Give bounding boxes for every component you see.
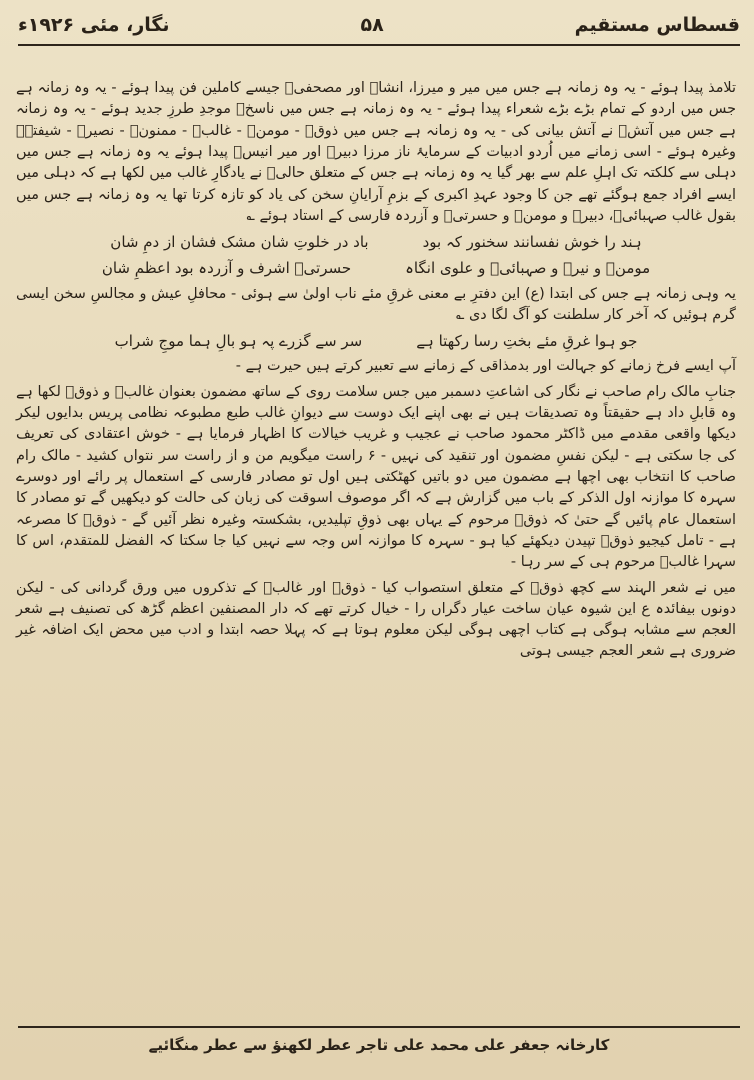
- verse-line: ہند را خوش نفسانند سخنور کہ بود: [422, 233, 642, 252]
- verse-line: باد در خلوتِ شان مشک فشان از دمِ شان: [110, 233, 369, 252]
- verse-line: مومنؔ و نیرؔ و صہبائیؔ و علوی انگاہ: [405, 259, 651, 278]
- paragraph: آپ ایسے فرخ زمانے کو جہالت اور بدمذاقی کے زمانے سے تعبیر کرتے ہیں حیرت ہے -: [235, 358, 736, 375]
- footer-rule: [18, 1026, 740, 1028]
- article-body: [16, 78, 736, 1002]
- header-section-title: قسطاس مستقیم: [574, 14, 740, 36]
- paragraph: جنابِ مالک رام صاحب نے نگار کی اشاعتِ دسمبر میں جس سلامت روی کے ساتھ مضمون بعنوان غالبؔ و ذوقؔ لکھا ہے وہ قابلِ داد ہے حقیقتاً وہ تصدیقات ہیں نے بھی اپنے ایک دوست سے دیوانِ غالب طبع مطبوعہ نظامی پریس بدایوں لیکر دیکھا واقعی مقدمے میں ڈاکٹر محمود صاحب نے عجیب و غریب خیالات کا اظہار فرمایا ہے - خوش اعتقادی کی تعریف کی جا سکتی ہے - لیکن نفسِ مضمون اور تنقید کی نہیں - ۶ راست میگویم من و از راست سر نتواں کشید - مالک رام صاحب کا انتخاب بھی اچھا ہے مضمون میں دو باتیں کھٹکتی ہیں اول تو مصادر فارسی کے استعمال پر رائے اور دوسرے سہرہ کا موازنہ اول الذکر کے باب میں گزارش ہے کہ اگر موصوف اسوقت کی زبان کی حالت کو دیکھیں گے تو مصادر کا استعمال عام پائیں گے حتیٰ کہ ذوقؔ مرحوم کے یہاں بھی ذوقِ تپلیدیں، بشکستہ وغیرہ نظر آئیں گے - ذوقؔ کا مصرعہ ہے - تامل کیجیو ذوقؔ تپیدن دیکھئے کیا ہو - سہرہ کا موازنہ اس وجہ سے نہیں کیا جا سکتا کہ الفضل للمتقدم، اس کا سہرا غالبؔ مرحوم ہی کے سر رہا -: [16, 383, 736, 571]
- page-number: ۵۸: [360, 14, 384, 36]
- verse-line: حسرتیؔ اشرف و آزردہ بود اعظمِ شان: [101, 259, 352, 278]
- couplet-row: [16, 231, 736, 253]
- page-header: [18, 8, 740, 42]
- header-journal-issue: نگار، مئی ۱۹۲۶ء: [18, 14, 170, 36]
- couplet-row: [16, 257, 736, 279]
- footer-advertisement: کارخانہ جعفر علی محمد علی تاجر عطر لکھنؤ سے عطر منگائیے: [148, 1036, 610, 1054]
- paragraph: میں نے شعر الہند سے کچھ ذوقؔ کے متعلق استصواب کیا - ذوقؔ اور غالبؔ کے تذکروں میں ورق گردانی کی - لیکن دونوں بیفائدہ ع این شیوہ عیان ساخت عیار دگراں را - خیال کرتے تھے کہ دار المصنفین اعظم گڑھ کی تصنیف ہے شعر العجم سے مشابہ ہوگی ہے کتاب اچھی ہوگی لیکن معلوم ہوتا ہے کہ پہلا حصہ ابتدا و ادب میں محض ایک اضافہ غیر ضروری ہے شعر العجم جیسی ہوتی: [16, 579, 736, 660]
- header-rule: [18, 44, 740, 46]
- paragraph: تلامذ پیدا ہوئے - یہ وہ زمانہ ہے جس میں میر و میرزا، انشاؔ اور مصحفیؔ جیسے کاملین فن پیدا ہوئے - یہ وہ زمانہ ہے جس میں اردو کے تمام بڑے بڑے شعراء پیدا ہوئے - یہ وہ زمانہ ہے جس میں ناسخؔ موجدِ طرزِ جدید ہوئے - یہ وہ زمانہ ہے جس میں آتشؔ نے آتش بیانی کی - یہ وہ زمانہ ہے جس میں ذوقؔ - مومنؔ - غالبؔ - ممنونؔ - نصیرؔ - شیفتہؔ وغیرہ ہوئے - اسی زمانے میں اُردو ادبیات کے سرمایۂ ناز مرزا دبیرؔ اور میر انیسؔ پیدا ہوئے یہ وہ زمانہ ہے جس میں دہلی سے کلکتہ تک اہلِ علم سے بھر گیا یہ وہ زمانہ ہے جس کے متعلق حالیؔ نے یادگارِ غالب میں لکھا ہے کہ دہلی میں ایسے افراد جمع ہوگئے تھے جن کا وجود عہدِ اکبری کے بزمِ آرایانِ سخن کی یاد کو تازہ کرتا تھا یہ وہ زمانہ ہے جس میں بقول غالب صہبائیؔ، دبیرؔ و مومنؔ و حسرتیؔ و آزردہ فارسی کے استاد ہوئے ؎: [16, 80, 736, 224]
- verse-line: سر سے گزرے پہ ہو بالِ ہما موجِ شراب: [114, 332, 363, 351]
- couplet-row: [16, 330, 736, 352]
- verse-line: جو ہوا غرقِ مئے بختِ رسا رکھتا ہے: [416, 332, 638, 351]
- paragraph: یہ وہی زمانہ ہے جس کی ابتدا (ع) این دفترِ بے معنی غرقِ مئے ناب اولیٰ سے ہوئی - محافلِ عیش و مجالسِ سخن ایسی گرم ہوئیں کہ آخر کار سلطنت کو آگ لگا دی ؎: [16, 285, 736, 323]
